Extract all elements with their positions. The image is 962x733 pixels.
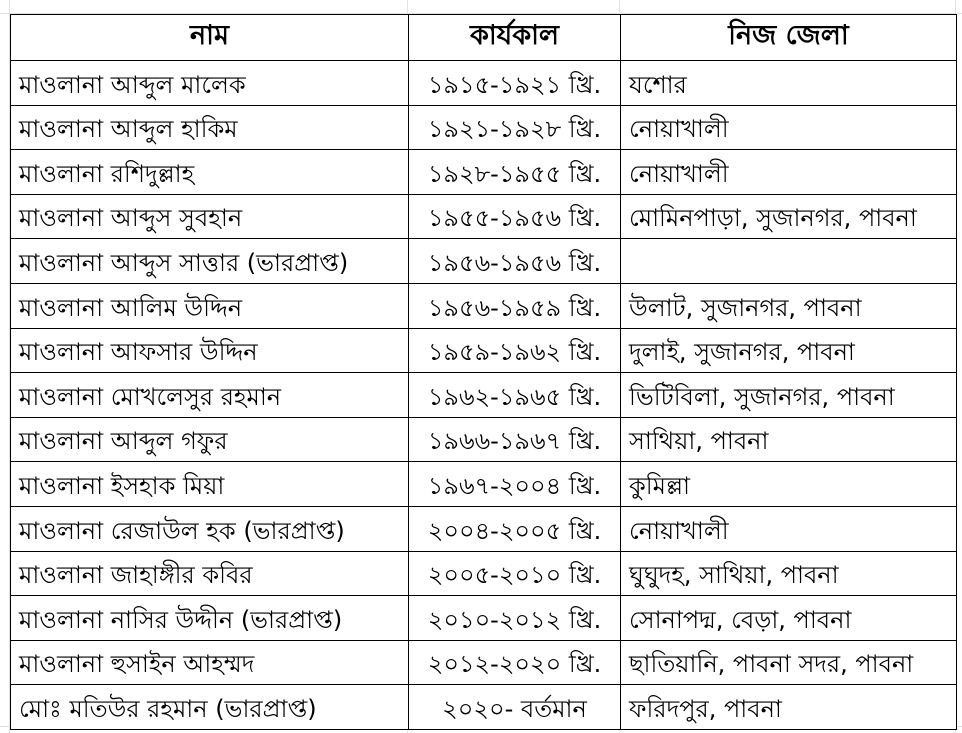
- cell-name[interactable]: মাওলানা আব্দুল মালেক: [11, 61, 409, 106]
- column-header-district[interactable]: নিজ জেলা: [621, 15, 957, 61]
- cell-district[interactable]: ঘুঘুদহ, সাথিয়া, পাবনা: [621, 551, 957, 596]
- table-row: [11, 685, 957, 730]
- cell-term[interactable]: ১৯২৮-১৯৫৫ খ্রি.: [409, 150, 621, 195]
- cell-term[interactable]: ১৯৬৬-১৯৬৭ খ্রি.: [409, 417, 621, 462]
- table-row: [11, 61, 957, 106]
- cell-term[interactable]: ২০২০- বর্তমান: [409, 685, 621, 730]
- cell-name[interactable]: মাওলানা নাসির উদ্দীন (ভারপ্রাপ্ত): [11, 596, 409, 641]
- table-row: [11, 462, 957, 507]
- table-row: [11, 328, 957, 373]
- cell-name[interactable]: মাওলানা রেজাউল হক (ভারপ্রাপ্ত): [11, 506, 409, 551]
- cell-name[interactable]: মাওলানা আফসার উদ্দিন: [11, 328, 409, 373]
- cell-term[interactable]: ১৯৫৬-১৯৫৬ খ্রি.: [409, 239, 621, 284]
- table-row: [11, 506, 957, 551]
- cell-name[interactable]: মাওলানা রশিদুল্লাহ: [11, 150, 409, 195]
- table-row: [11, 551, 957, 596]
- cell-term[interactable]: ২০০৫-২০১০ খ্রি.: [409, 551, 621, 596]
- cell-term[interactable]: ২০১২-২০২০ খ্রি.: [409, 640, 621, 685]
- table-row: [11, 105, 957, 150]
- cell-district[interactable]: ছাতিয়ানি, পাবনা সদর, পাবনা: [621, 640, 957, 685]
- cell-district[interactable]: ফরিদপুর, পাবনা: [621, 685, 957, 730]
- table-row: [11, 417, 957, 462]
- cell-name[interactable]: মাওলানা হুসাইন আহম্মদ: [11, 640, 409, 685]
- cell-name[interactable]: মাওলানা আব্দুল গফুর: [11, 417, 409, 462]
- table-row: [11, 194, 957, 239]
- cell-name[interactable]: মাওলানা আব্দুস সাত্তার (ভারপ্রাপ্ত): [11, 239, 409, 284]
- cell-district[interactable]: নোয়াখালী: [621, 150, 957, 195]
- cell-term[interactable]: ১৯১৫-১৯২১ খ্রি.: [409, 61, 621, 106]
- cell-district[interactable]: যশোর: [621, 61, 957, 106]
- table-row: [11, 150, 957, 195]
- cell-term[interactable]: ১৯৫৫-১৯৫৬ খ্রি.: [409, 194, 621, 239]
- column-header-term[interactable]: কার্যকাল: [409, 15, 621, 61]
- cell-district[interactable]: সাথিয়া, পাবনা: [621, 417, 957, 462]
- table-row: [11, 239, 957, 284]
- cell-district[interactable]: মোমিনপাড়া, সুজানগর, পাবনা: [621, 194, 957, 239]
- cell-district[interactable]: সোনাপদ্ম, বেড়া, পাবনা: [621, 596, 957, 641]
- cell-term[interactable]: ২০১০-২০১২ খ্রি.: [409, 596, 621, 641]
- cell-term[interactable]: ১৯২১-১৯২৮ খ্রি.: [409, 105, 621, 150]
- cell-district[interactable]: দুলাই, সুজানগর, পাবনা: [621, 328, 957, 373]
- cell-term[interactable]: ১৯৫৬-১৯৫৯ খ্রি.: [409, 283, 621, 328]
- cell-district[interactable]: কুমিল্লা: [621, 462, 957, 507]
- cell-name[interactable]: মাওলানা আব্দুল হাকিম: [11, 105, 409, 150]
- cell-name[interactable]: মাওলানা ইসহাক মিয়া: [11, 462, 409, 507]
- table-row: [11, 596, 957, 641]
- table-row: [11, 640, 957, 685]
- cell-name[interactable]: মাওলানা আলিম উদ্দিন: [11, 283, 409, 328]
- cell-name[interactable]: মোঃ মতিউর রহমান (ভারপ্রাপ্ত): [11, 685, 409, 730]
- cell-district[interactable]: উলাট, সুজানগর, পাবনা: [621, 283, 957, 328]
- cell-district[interactable]: ভিটিবিলা, সুজানগর, পাবনা: [621, 373, 957, 418]
- cell-district[interactable]: নোয়াখালী: [621, 105, 957, 150]
- table-body: [11, 61, 957, 730]
- cell-term[interactable]: ২০০৪-২০০৫ খ্রি.: [409, 506, 621, 551]
- table-row: [11, 373, 957, 418]
- column-header-name[interactable]: নাম: [11, 15, 409, 61]
- cell-term[interactable]: ১৯৬৭-২০০৪ খ্রি.: [409, 462, 621, 507]
- cell-term[interactable]: ১৯৬২-১৯৬৫ খ্রি.: [409, 373, 621, 418]
- cell-district[interactable]: নোয়াখালী: [621, 506, 957, 551]
- cell-name[interactable]: মাওলানা আব্দুস সুবহান: [11, 194, 409, 239]
- principals-table: [10, 14, 957, 730]
- cell-name[interactable]: মাওলানা জাহাঙ্গীর কবির: [11, 551, 409, 596]
- header-row: [11, 15, 957, 61]
- cell-term[interactable]: ১৯৫৯-১৯৬২ খ্রি.: [409, 328, 621, 373]
- table-row: [11, 283, 957, 328]
- cell-district[interactable]: [621, 239, 957, 284]
- cell-name[interactable]: মাওলানা মোখলেসুর রহমান: [11, 373, 409, 418]
